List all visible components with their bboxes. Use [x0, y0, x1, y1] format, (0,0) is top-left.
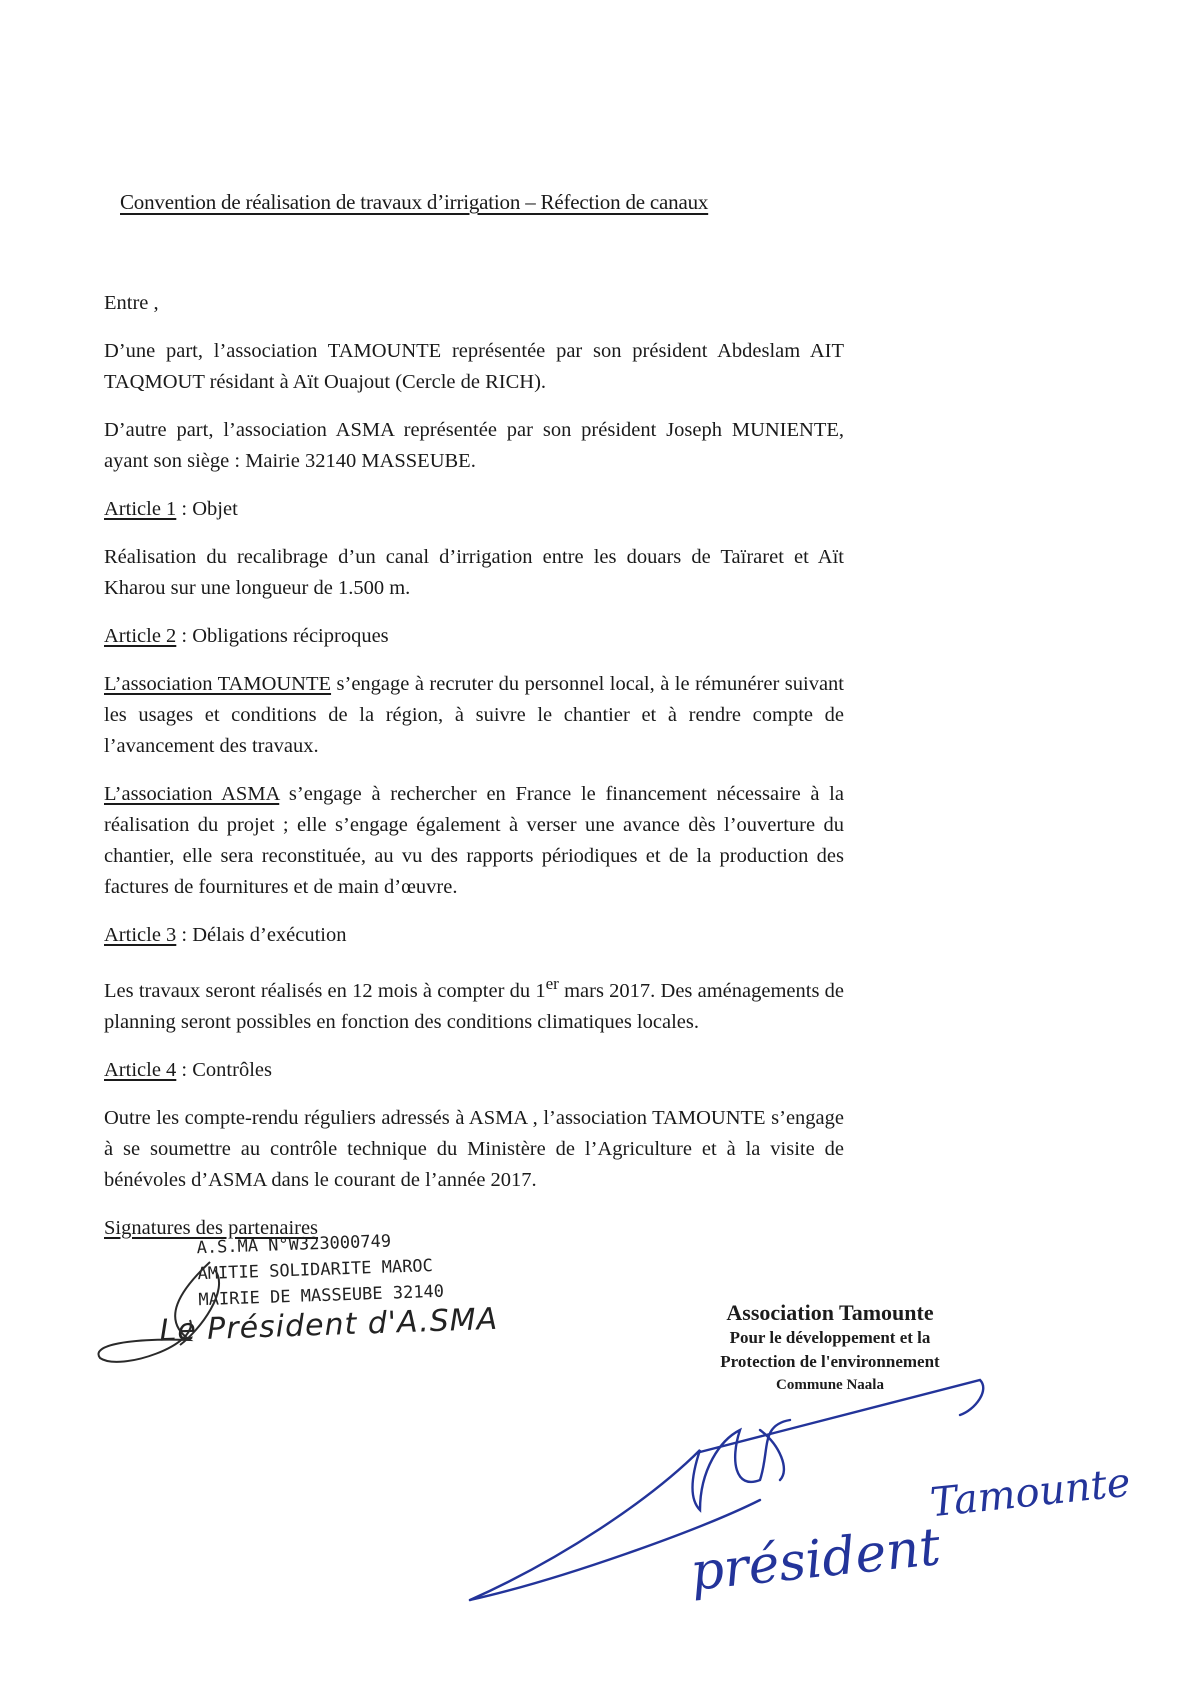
asma-stamp-line-2: AMITIE SOLIDARITE MAROC	[197, 1256, 434, 1285]
article-3-title: : Délais d’exécution	[176, 924, 347, 946]
article-2-p2-rest: s’engage à rechercher en France le financement nécessaire à la réalisation du projet ; elle s’engage également à verser une avance dès l’ouverture du chantier, elle sera reconstituée, au vu des rapports périodiques et de la production des factures de fournitures et de main d’œuvre.	[104, 783, 844, 898]
tamounte-stamp-line-3: Protection de l'environnement	[720, 1352, 940, 1371]
article-2-title: : Obligations réciproques	[176, 625, 389, 647]
party-one: D’une part, l’association TAMOUNTE représentée par son président Abdeslam AIT TAQMOUT résidant à Aït Ouajout (Cercle de RICH).	[104, 340, 844, 393]
article-3-text-a: Les travaux seront réalisés en 12 mois à compter du 1	[104, 979, 546, 1002]
party-two: D’autre part, l’association ASMA représentée par son président Joseph MUNIENTE, ayant son siège : Mairie 32140 MASSEUBE.	[104, 419, 844, 472]
asma-signature	[98, 1262, 219, 1362]
article-4-title: : Contrôles	[176, 1058, 272, 1081]
handwritten-tamounte: Tamounte	[928, 1459, 1133, 1527]
tamounte-stamp-line-2: Pour le développement et la	[729, 1328, 931, 1347]
article-2-label: Article 2	[104, 625, 177, 647]
document-title: Convention de réalisation de travaux d’irrigation – Réfection de canaux	[120, 190, 709, 214]
article-2-p1-lead: L’association TAMOUNTE	[104, 673, 332, 695]
article-1-title: : Objet	[176, 498, 238, 520]
handwritten-president: président	[687, 1517, 944, 1603]
article-3-superscript: er	[545, 974, 559, 993]
article-2-p2-lead: L’association ASMA	[104, 783, 280, 805]
tamounte-stamp-line-4: Commune Naala	[776, 1377, 884, 1393]
signatures-heading: Signatures des partenaires	[104, 1216, 319, 1239]
article-3-label: Article 3	[104, 924, 177, 946]
asma-stamp-line-3: MAIRIE DE MASSEUBE 32140	[198, 1281, 445, 1311]
article-3-text-b: mars 2017. Des aménagements de planning seront possibles en fonction des conditions climatiques locales.	[104, 979, 844, 1033]
intro-line: Entre ,	[104, 292, 159, 314]
article-1-label: Article 1	[104, 498, 177, 520]
asma-stamp-line-1: A.S.MA N°W323000749	[196, 1231, 392, 1259]
article-1-text: Réalisation du recalibrage d’un canal d’irrigation entre les douars de Taïraret et Aït Kharou sur une longueur de 1.500 m.	[104, 546, 844, 599]
article-2-p1-rest: s’engage à recruter du personnel local, à le rémunérer suivant les usages et conditions de la région, à suivre le chantier et à rendre compte de l’avancement des travaux.	[104, 673, 845, 757]
article-4-text: Outre les compte-rendu réguliers adressés à ASMA , l’association TAMOUNTE s’engage à se soumettre au contrôle technique du Ministère de l’Agriculture et à la visite de bénévoles d’ASMA dans le courant de l’année 2017.	[104, 1106, 844, 1191]
article-4-label: Article 4	[104, 1058, 177, 1081]
asma-stamp-line-4: Le Président d'A.SMA	[158, 1301, 499, 1349]
tamounte-stamp-line-1: Association Tamounte	[726, 1300, 934, 1325]
